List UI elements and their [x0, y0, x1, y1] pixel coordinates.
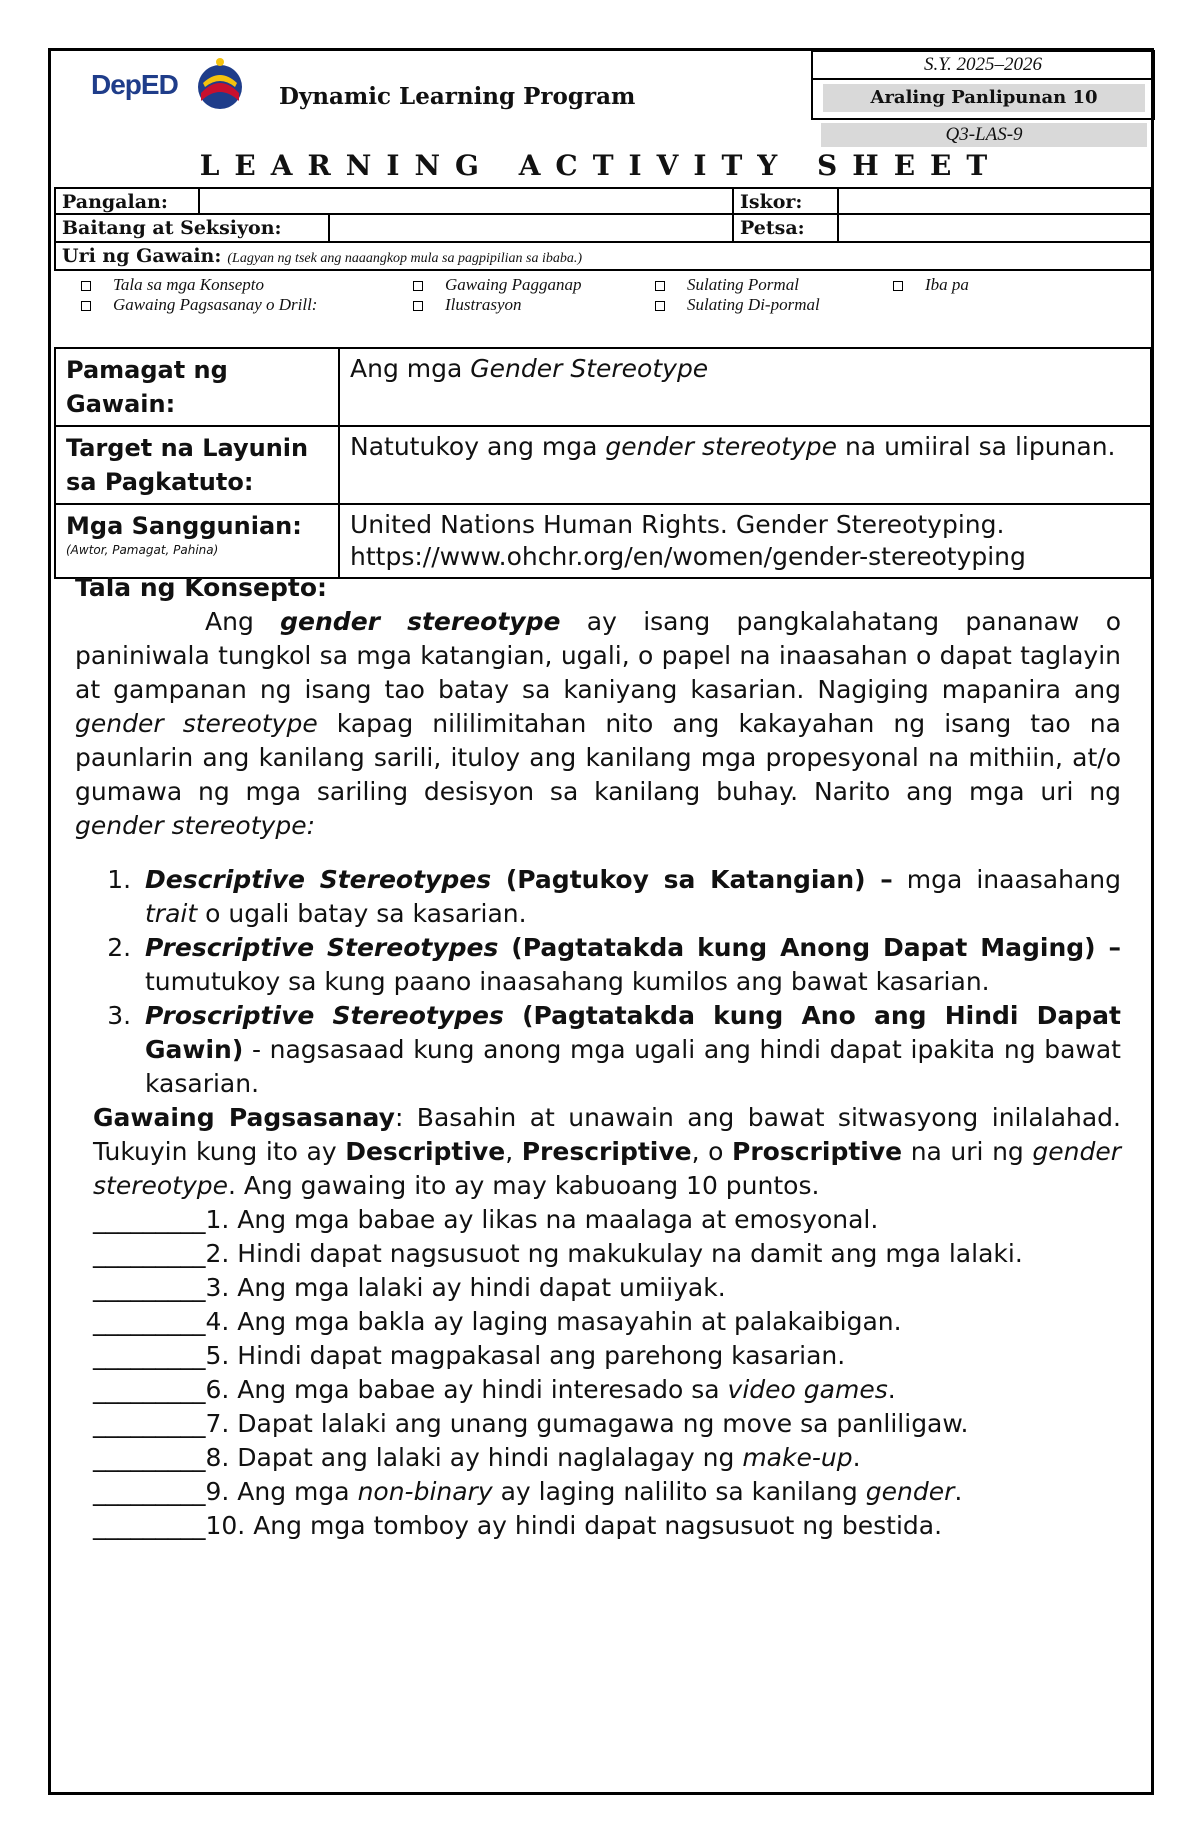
- concept-term: gender stereotype: [75, 709, 318, 738]
- option-illustration[interactable]: [413, 295, 522, 315]
- checkbox-icon: [81, 301, 91, 311]
- option-formal[interactable]: [655, 275, 799, 295]
- list-item: [139, 999, 1121, 1101]
- exercise-item: [75, 1305, 1121, 1339]
- checkbox-icon: [655, 281, 665, 291]
- option-concept[interactable]: [81, 275, 264, 295]
- item-italic: make-up: [742, 1443, 853, 1472]
- references-label: Mga Sanggunian:: [66, 512, 302, 540]
- program-name: Dynamic Learning Program: [279, 83, 636, 110]
- main-content: [75, 571, 1121, 1543]
- list-item: [139, 863, 1121, 931]
- bagong-pilipinas-logo: [189, 53, 251, 115]
- item-text: .: [954, 1477, 963, 1506]
- item-text: 6. Ang mga babae ay hindi interesado sa: [205, 1375, 728, 1404]
- divider: [837, 189, 839, 213]
- checkbox-icon: [893, 281, 903, 291]
- type-name: Descriptive Stereotypes: [145, 865, 492, 894]
- subject-label: Araling Panlipunan 10: [823, 84, 1145, 112]
- target-value: [339, 426, 1151, 504]
- type-translation: (Pagtukoy sa Katangian) –: [491, 865, 893, 894]
- type-hint: (Lagyan ng tsek ang naaangkop mula sa pagpipilian sa ibaba.): [227, 251, 583, 266]
- exercise-instructions: [75, 1101, 1121, 1203]
- checkbox-icon: [81, 281, 91, 291]
- exercise-items: [75, 1203, 1121, 1543]
- instruction-text: : Basahin at unawain ang bawat sitwasyong inilalahad. Tukuyin kung ito ay: [93, 1103, 1121, 1166]
- sheet-code: Q3-LAS-9: [821, 123, 1147, 147]
- type-name: Proscriptive Stereotypes: [145, 1001, 504, 1030]
- option-label: Gawaing Pagganap: [445, 275, 582, 294]
- stereotype-types-list: [75, 863, 1121, 1101]
- answer-blank[interactable]: _________: [93, 1239, 206, 1268]
- answer-blank[interactable]: _________: [93, 1273, 206, 1302]
- deped-logo-text: DepED: [91, 69, 178, 100]
- concept-term: gender stereotype: [280, 607, 561, 636]
- target-b: gender stereotype: [605, 432, 838, 461]
- name-label: Pangalan:: [62, 191, 168, 213]
- exercise-item: [75, 1237, 1121, 1271]
- checkbox-icon: [413, 281, 423, 291]
- divider: [837, 215, 839, 241]
- instruction-text: na uri ng: [902, 1137, 1033, 1166]
- title-value-a: Ang mga: [350, 354, 471, 383]
- list-item: [139, 931, 1121, 999]
- exercise-item: [75, 1339, 1121, 1373]
- references-hint: (Awtor, Pamagat, Pahina): [66, 543, 219, 557]
- title-value-b: Gender Stereotype: [470, 354, 709, 383]
- option-label: Tala sa mga Konsepto: [113, 275, 264, 294]
- answer-blank[interactable]: _________: [93, 1409, 206, 1438]
- title-label: Pamagat ng Gawain:: [55, 348, 339, 426]
- type-label-text: Uri ng Gawain:: [62, 245, 222, 267]
- answer-blank[interactable]: _________: [93, 1375, 206, 1404]
- school-year: S.Y. 2025–2026: [813, 52, 1153, 80]
- exercise-item: [75, 1509, 1121, 1543]
- checkbox-icon: [655, 301, 665, 311]
- date-field[interactable]: [841, 215, 1149, 239]
- item-text: 4. Ang mga bakla ay laging masayahin at palakaibigan.: [205, 1307, 902, 1336]
- concept-paragraph: [75, 605, 1121, 843]
- option-label: Iba pa: [925, 275, 969, 294]
- score-field[interactable]: [841, 189, 1149, 213]
- item-text: 7. Dapat lalaki ang unang gumagawa ng move sa panliligaw.: [205, 1409, 969, 1438]
- option-performance[interactable]: [413, 275, 581, 295]
- answer-blank[interactable]: _________: [93, 1511, 206, 1540]
- type-label: [62, 243, 582, 272]
- deped-logo: [91, 69, 178, 101]
- answer-blank[interactable]: _________: [93, 1477, 206, 1506]
- item-text: .: [852, 1443, 861, 1472]
- type-desc-italic: trait: [145, 899, 198, 928]
- grade-row: [54, 215, 1152, 243]
- type-desc: - nagsasaad kung anong mga ugali ang hindi dapat ipakita ng bawat kasarian.: [145, 1035, 1121, 1098]
- item-italic: video games: [727, 1375, 888, 1404]
- exercise-item: [75, 1203, 1121, 1237]
- sheet-title: LEARNING ACTIVITY SHEET: [199, 149, 1003, 182]
- divider: [732, 189, 734, 213]
- concept-text: ay isang pangkalahatang pananaw o paniniwala tungkol sa mga katangian, ugali, o papel na inaasahan o dapat taglayin at gampanan ng isang tao batay sa kaniyang kasarian. Nagiging mapanira ang: [75, 607, 1121, 704]
- school-year-box: [811, 50, 1155, 120]
- exercise-item: [75, 1271, 1121, 1305]
- option-label: Gawaing Pagsasanay o Drill:: [113, 295, 318, 314]
- instruction-text: . Ang gawaing ito ay may kabuoang 10 puntos.: [228, 1171, 820, 1200]
- divider: [198, 189, 200, 213]
- concept-heading: Tala ng Konsepto:: [75, 573, 328, 602]
- reference-line-1: United Nations Human Rights. Gender Stereotyping.: [350, 510, 1005, 539]
- date-label: Petsa:: [740, 217, 805, 239]
- option-drill[interactable]: [81, 295, 317, 315]
- option-informal[interactable]: [655, 295, 820, 315]
- grade-field[interactable]: [332, 215, 730, 239]
- exercise-item: [75, 1373, 1121, 1407]
- option-label: Sulating Pormal: [687, 275, 799, 294]
- divider: [732, 215, 734, 241]
- target-a: Natutukoy ang mga: [350, 432, 606, 461]
- item-text: ay laging nalilito sa kanilang: [492, 1477, 866, 1506]
- checkbox-icon: [413, 301, 423, 311]
- instruction-text: ,: [505, 1137, 522, 1166]
- type-name: Prescriptive Stereotypes: [145, 933, 499, 962]
- instruction-text: , o: [691, 1137, 733, 1166]
- answer-blank[interactable]: _________: [93, 1341, 206, 1370]
- concept-text: kapag nililimitahan nito ang kakayahan ng isang tao na paunlarin ang kanilang sarili, ituloy ang kanilang mga propesyonal na mithiin, at/o gumawa ng mga sariling desisyon sa kanilang buhay. Narito ang mga uri ng: [75, 709, 1121, 806]
- type-desc: tumutukoy sa kung paano inaasahang kumilos ang bawat kasarian.: [145, 967, 990, 996]
- instruction-bold: Descriptive: [345, 1137, 506, 1166]
- references-value: [339, 504, 1151, 578]
- target-c: na umiiral sa lipunan.: [837, 432, 1116, 461]
- type-row: [54, 243, 1152, 271]
- reference-link[interactable]: https://www.ohchr.org/en/women/gender-stereotyping: [350, 542, 1026, 571]
- name-row: [54, 187, 1152, 215]
- item-italic: gender: [865, 1477, 955, 1506]
- option-other[interactable]: [893, 275, 969, 295]
- exercise-item: [75, 1407, 1121, 1441]
- item-text: 9. Ang mga: [205, 1477, 358, 1506]
- concept-text: Ang: [205, 607, 281, 636]
- exercise-item: [75, 1441, 1121, 1475]
- title-value: [339, 348, 1151, 426]
- item-text: 10. Ang mga tomboy ay hindi dapat nagsusuot ng bestida.: [205, 1511, 943, 1540]
- type-desc: o ugali batay sa kasarian.: [197, 899, 527, 928]
- answer-blank[interactable]: _________: [93, 1443, 206, 1472]
- score-label: Iskor:: [740, 191, 803, 213]
- instruction-bold: Proscriptive: [732, 1137, 903, 1166]
- item-text: 3. Ang mga lalaki ay hindi dapat umiiyak.: [205, 1273, 726, 1302]
- references-label-cell: [55, 504, 339, 578]
- activity-info-table: [54, 347, 1152, 579]
- type-translation: (Pagtatakda kung Anong Dapat Maging) –: [498, 933, 1121, 962]
- item-text: .: [887, 1375, 896, 1404]
- item-italic: non-binary: [357, 1477, 493, 1506]
- type-desc: mga inaasahang: [892, 865, 1122, 894]
- concept-term: gender stereotype:: [75, 811, 316, 840]
- target-label: Target na Layunin sa Pagkatuto:: [55, 426, 339, 504]
- answer-blank[interactable]: _________: [93, 1205, 206, 1234]
- exercise-heading: Gawaing Pagsasanay: [93, 1103, 395, 1132]
- instruction-bold: Prescriptive: [521, 1137, 692, 1166]
- option-label: Ilustrasyon: [445, 295, 522, 314]
- grade-label: Baitang at Seksiyon:: [62, 217, 282, 239]
- divider: [328, 215, 330, 241]
- option-label: Sulating Di-pormal: [687, 295, 820, 314]
- activity-sheet: [48, 48, 1154, 1795]
- item-text: 8. Dapat ang lalaki ay hindi naglalagay ng: [205, 1443, 743, 1472]
- instruction-italic: gender stereotype: [93, 1137, 1122, 1200]
- item-text: 1. Ang mga babae ay likas na maalaga at emosyonal.: [205, 1205, 879, 1234]
- answer-blank[interactable]: _________: [93, 1307, 206, 1336]
- type-translation: (Pagtatakda kung Ano ang Hindi Dapat Gawin): [145, 1001, 1121, 1064]
- name-field[interactable]: [202, 189, 730, 213]
- item-text: 5. Hindi dapat magpakasal ang parehong kasarian.: [205, 1341, 846, 1370]
- exercise-item: [75, 1475, 1121, 1509]
- item-text: 2. Hindi dapat nagsusuot ng makukulay na damit ang mga lalaki.: [205, 1239, 1023, 1268]
